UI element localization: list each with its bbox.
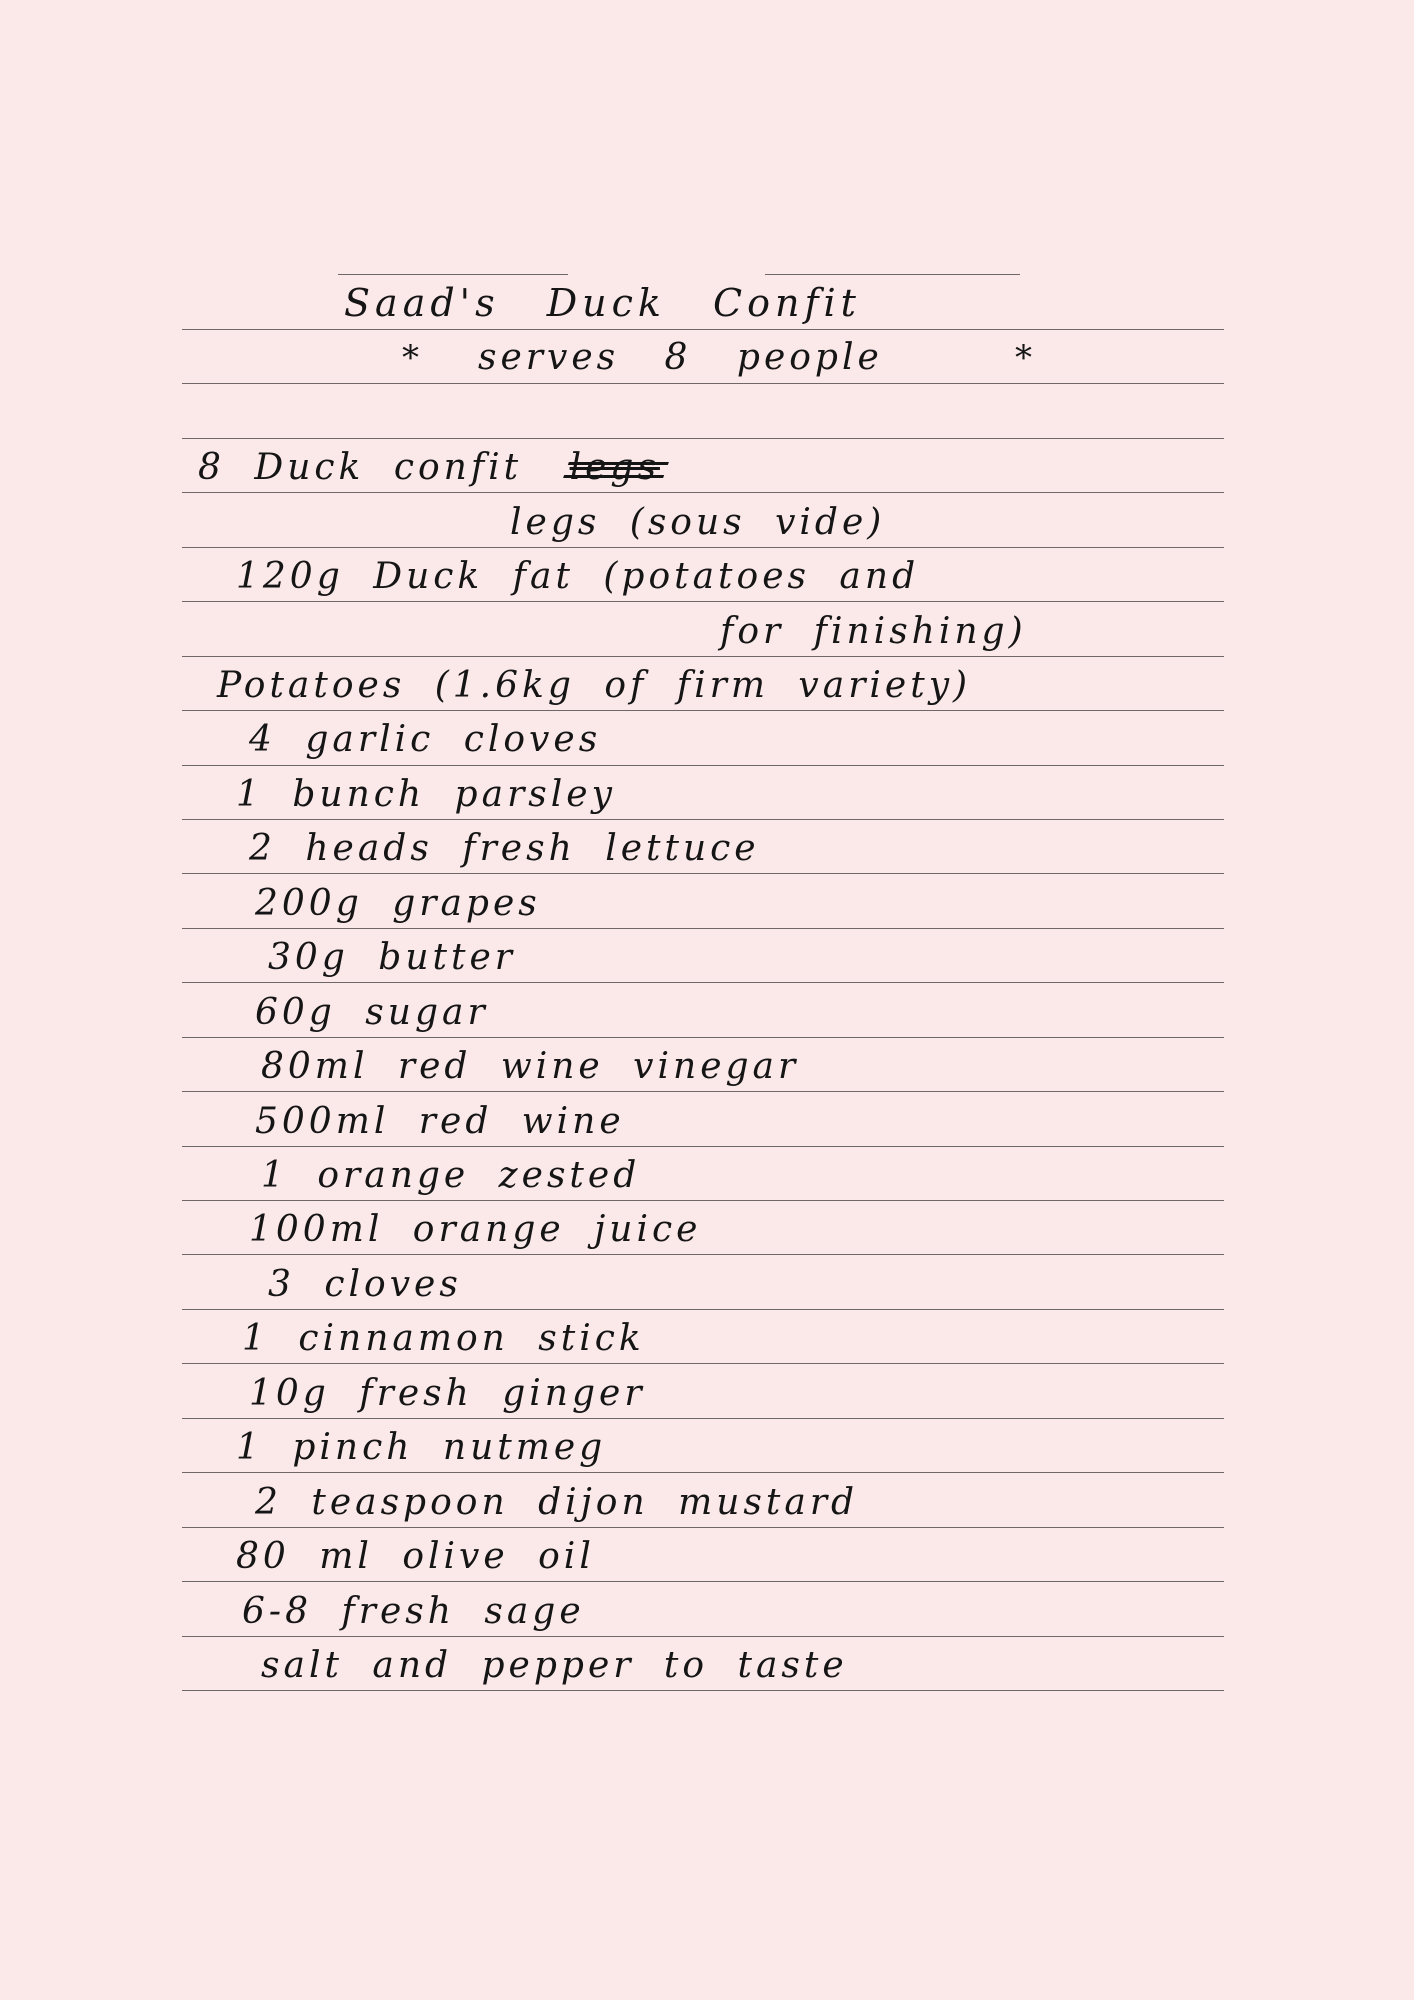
ingredient-line: 4 garlic cloves [249,719,602,760]
ruled-line [182,329,1224,330]
ingredient-text: 8 Duck confit [198,447,523,488]
ruled-line [182,1690,1224,1691]
ingredient-line: salt and pepper to taste [261,1645,848,1686]
ruled-line [182,1200,1224,1201]
recipe-title: Saad's Duck Confit [344,281,861,325]
ingredient-line: 2 heads fresh lettuce [249,828,760,869]
ingredient-line: 10g fresh ginger [249,1373,646,1414]
serves-text: serves 8 people [478,337,883,378]
crossed-out-word: legs [569,447,660,488]
ruled-line [182,1363,1224,1364]
ruled-line [182,1418,1224,1419]
ingredient-line: 100ml orange juice [249,1209,702,1250]
ingredient-line: 80 ml olive oil [236,1536,595,1577]
ingredient-line: 1 orange zested [261,1155,641,1196]
ingredient-line [198,446,660,490]
ruled-line [182,1581,1224,1582]
ruled-line [182,873,1224,874]
ruled-line [182,492,1224,493]
ingredient-line: 1 bunch parsley [236,774,616,815]
ruled-line [182,1309,1224,1310]
ingredient-line: 1 cinnamon stick [242,1318,645,1359]
ingredient-line: 200g grapes [255,883,541,924]
ingredient-line: 120g Duck fat (potatoes and [236,556,920,597]
ruled-line [182,1146,1224,1147]
ruled-line [182,438,1224,439]
ruled-line [182,1636,1224,1637]
ruled-line [182,765,1224,766]
ruled-line [182,547,1224,548]
ingredient-line: 60g sugar [255,992,489,1033]
ingredient-line: 80ml red wine vinegar [261,1046,800,1087]
ruled-line [182,383,1224,384]
ingredient-continuation: legs (sous vide) [510,502,886,543]
serves-star-right: * [1015,338,1036,378]
ruled-line [182,1527,1224,1528]
ruled-line [182,928,1224,929]
ruled-line [338,274,568,275]
ingredient-line: 6-8 fresh sage [242,1591,585,1632]
ruled-line [182,1472,1224,1473]
serves-star-left: * [402,338,423,378]
ruled-line [182,1091,1224,1092]
ruled-line [182,1254,1224,1255]
ruled-line [182,982,1224,983]
ingredient-line: 500ml red wine [255,1101,625,1142]
ingredient-line: 30g butter [268,937,516,978]
ruled-line [182,1037,1224,1038]
ingredient-line: 1 pinch nutmeg [236,1427,607,1468]
ingredient-line: 2 teaspoon dijon mustard [255,1482,859,1523]
ingredient-line: 3 cloves [268,1264,462,1305]
ingredient-continuation: for finishing) [720,611,1027,652]
ruled-line [182,710,1224,711]
ruled-line [182,656,1224,657]
ruled-line [182,819,1224,820]
ruled-line [182,601,1224,602]
serves-line [0,336,1414,380]
ruled-line [765,274,1020,275]
ingredient-line: Potatoes (1.6kg of firm variety) [217,665,972,706]
